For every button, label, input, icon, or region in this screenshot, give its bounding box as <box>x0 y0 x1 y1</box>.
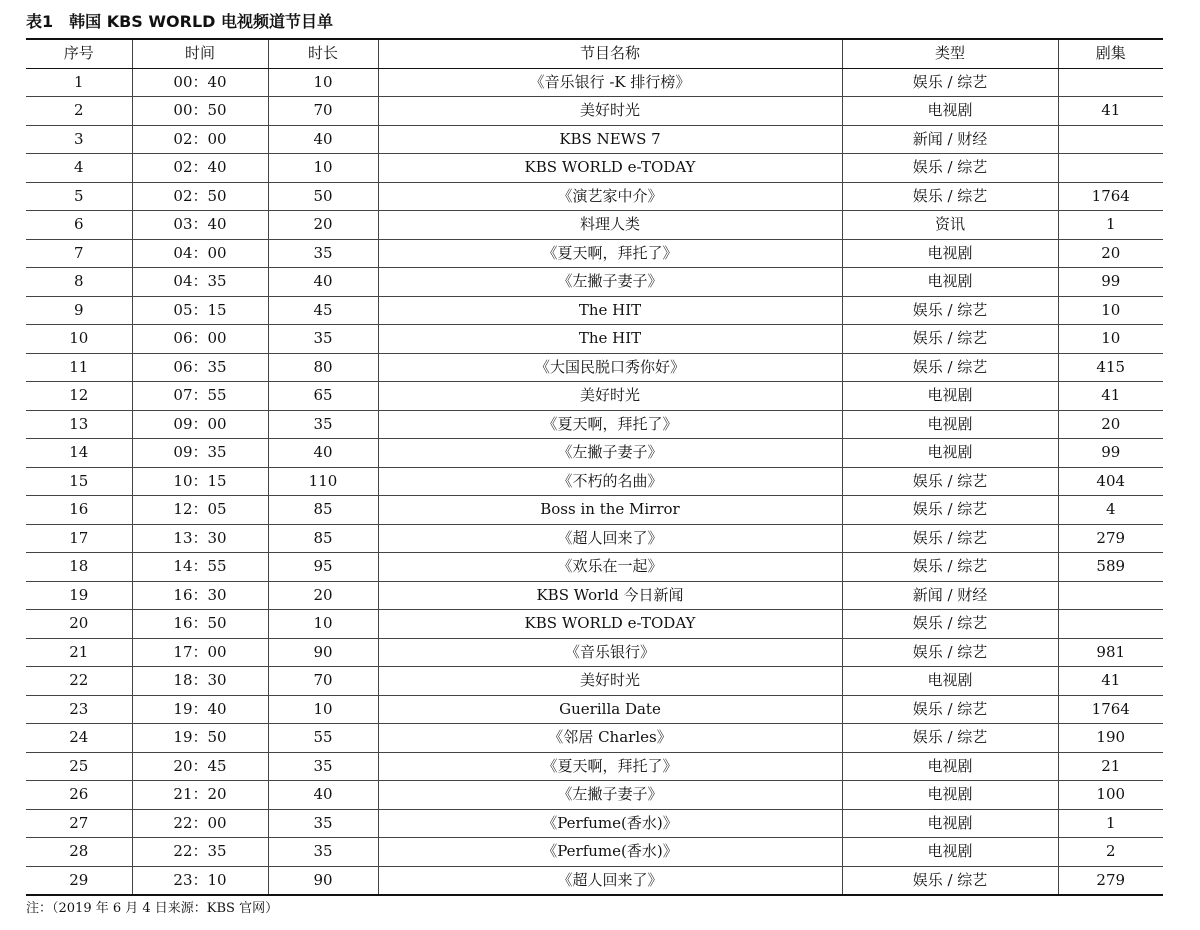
table-row <box>26 752 1163 781</box>
episodes-cell: 99 <box>1058 439 1163 468</box>
program-name-cell: 《左撇子妻子》 <box>378 781 842 810</box>
program-name-cell: 《Perfume(香水)》 <box>378 838 842 867</box>
program-name-cell: 《左撇子妻子》 <box>378 268 842 297</box>
column-header-duration: 时长 <box>268 39 378 68</box>
type-cell: 电视剧 <box>842 809 1058 838</box>
episodes-cell: 589 <box>1058 553 1163 582</box>
episodes-cell: 20 <box>1058 239 1163 268</box>
program-name-cell: 《超人回来了》 <box>378 524 842 553</box>
program-name-cell: 《Perfume(香水)》 <box>378 809 842 838</box>
duration-cell: 55 <box>268 724 378 753</box>
episodes-cell: 1 <box>1058 211 1163 240</box>
column-header-time: 时间 <box>132 39 268 68</box>
program-name-cell: Boss in the Mirror <box>378 496 842 525</box>
program-name-cell: 美好时光 <box>378 667 842 696</box>
index-cell: 27 <box>26 809 132 838</box>
episodes-cell: 99 <box>1058 268 1163 297</box>
program-name-cell: 《音乐银行》 <box>378 638 842 667</box>
episodes-cell: 100 <box>1058 781 1163 810</box>
program-name-cell: 《夏天啊，拜托了》 <box>378 410 842 439</box>
duration-cell: 35 <box>268 752 378 781</box>
index-cell: 3 <box>26 125 132 154</box>
index-cell: 1 <box>26 68 132 97</box>
episodes-cell: 41 <box>1058 382 1163 411</box>
program-name-cell: Guerilla Date <box>378 695 842 724</box>
type-cell: 娱乐 / 综艺 <box>842 695 1058 724</box>
episodes-cell <box>1058 68 1163 97</box>
episodes-cell: 415 <box>1058 353 1163 382</box>
time-cell: 19：50 <box>132 724 268 753</box>
episodes-cell: 1764 <box>1058 695 1163 724</box>
index-cell: 21 <box>26 638 132 667</box>
time-cell: 09：00 <box>132 410 268 439</box>
table-row <box>26 268 1163 297</box>
table-number: 表1 <box>26 12 54 31</box>
time-cell: 03：40 <box>132 211 268 240</box>
duration-cell: 35 <box>268 838 378 867</box>
table-row <box>26 182 1163 211</box>
time-cell: 06：00 <box>132 325 268 354</box>
program-name-cell: 料理人类 <box>378 211 842 240</box>
duration-cell: 10 <box>268 695 378 724</box>
time-cell: 09：35 <box>132 439 268 468</box>
duration-cell: 45 <box>268 296 378 325</box>
program-name-cell: KBS World 今日新闻 <box>378 581 842 610</box>
episodes-cell: 4 <box>1058 496 1163 525</box>
time-cell: 18：30 <box>132 667 268 696</box>
time-cell: 02：00 <box>132 125 268 154</box>
index-cell: 12 <box>26 382 132 411</box>
index-cell: 17 <box>26 524 132 553</box>
index-cell: 20 <box>26 610 132 639</box>
index-cell: 22 <box>26 667 132 696</box>
type-cell: 娱乐 / 综艺 <box>842 610 1058 639</box>
duration-cell: 10 <box>268 154 378 183</box>
table-row <box>26 496 1163 525</box>
episodes-cell: 21 <box>1058 752 1163 781</box>
duration-cell: 10 <box>268 68 378 97</box>
table-row <box>26 695 1163 724</box>
episodes-cell: 20 <box>1058 410 1163 439</box>
episodes-cell: 981 <box>1058 638 1163 667</box>
table-row <box>26 524 1163 553</box>
program-name-cell: 《左撇子妻子》 <box>378 439 842 468</box>
duration-cell: 40 <box>268 125 378 154</box>
table-row <box>26 239 1163 268</box>
time-cell: 06：35 <box>132 353 268 382</box>
program-name-cell: KBS WORLD e-TODAY <box>378 610 842 639</box>
table-row <box>26 638 1163 667</box>
type-cell: 娱乐 / 综艺 <box>842 524 1058 553</box>
table-caption <box>26 10 333 34</box>
type-cell: 娱乐 / 综艺 <box>842 866 1058 895</box>
time-cell: 22：35 <box>132 838 268 867</box>
duration-cell: 70 <box>268 97 378 126</box>
episodes-cell: 190 <box>1058 724 1163 753</box>
time-cell: 16：50 <box>132 610 268 639</box>
index-cell: 5 <box>26 182 132 211</box>
duration-cell: 40 <box>268 439 378 468</box>
type-cell: 电视剧 <box>842 410 1058 439</box>
type-cell: 电视剧 <box>842 781 1058 810</box>
time-cell: 12：05 <box>132 496 268 525</box>
index-cell: 9 <box>26 296 132 325</box>
time-cell: 19：40 <box>132 695 268 724</box>
program-name-cell: 《夏天啊，拜托了》 <box>378 239 842 268</box>
type-cell: 娱乐 / 综艺 <box>842 724 1058 753</box>
index-cell: 4 <box>26 154 132 183</box>
duration-cell: 20 <box>268 581 378 610</box>
duration-cell: 110 <box>268 467 378 496</box>
episodes-cell: 41 <box>1058 667 1163 696</box>
episodes-cell: 10 <box>1058 325 1163 354</box>
time-cell: 16：30 <box>132 581 268 610</box>
type-cell: 新闻 / 财经 <box>842 581 1058 610</box>
duration-cell: 90 <box>268 866 378 895</box>
column-header-episodes: 剧集 <box>1058 39 1163 68</box>
program-name-cell: 《不朽的名曲》 <box>378 467 842 496</box>
table-row <box>26 439 1163 468</box>
table-row <box>26 610 1163 639</box>
time-cell: 00：50 <box>132 97 268 126</box>
program-name-cell: The HIT <box>378 325 842 354</box>
table-row <box>26 410 1163 439</box>
program-name-cell: KBS WORLD e-TODAY <box>378 154 842 183</box>
table-row <box>26 68 1163 97</box>
episodes-cell <box>1058 610 1163 639</box>
duration-cell: 50 <box>268 182 378 211</box>
table-row <box>26 724 1163 753</box>
index-cell: 19 <box>26 581 132 610</box>
type-cell: 娱乐 / 综艺 <box>842 154 1058 183</box>
program-name-cell: 《音乐银行 -K 排行榜》 <box>378 68 842 97</box>
time-cell: 04：00 <box>132 239 268 268</box>
index-cell: 15 <box>26 467 132 496</box>
type-cell: 电视剧 <box>842 752 1058 781</box>
time-cell: 20：45 <box>132 752 268 781</box>
episodes-cell: 279 <box>1058 866 1163 895</box>
time-cell: 23：10 <box>132 866 268 895</box>
source-note: 注：（2019 年 6 月 4 日来源：KBS 官网） <box>26 901 279 916</box>
table-row <box>26 553 1163 582</box>
time-cell: 10：15 <box>132 467 268 496</box>
type-cell: 资讯 <box>842 211 1058 240</box>
index-cell: 25 <box>26 752 132 781</box>
index-cell: 10 <box>26 325 132 354</box>
duration-cell: 35 <box>268 325 378 354</box>
table-row <box>26 838 1163 867</box>
type-cell: 电视剧 <box>842 268 1058 297</box>
table-row <box>26 154 1163 183</box>
time-cell: 07：55 <box>132 382 268 411</box>
time-cell: 22：00 <box>132 809 268 838</box>
type-cell: 娱乐 / 综艺 <box>842 467 1058 496</box>
header-row <box>26 39 1163 68</box>
table-row <box>26 125 1163 154</box>
index-cell: 11 <box>26 353 132 382</box>
time-cell: 21：20 <box>132 781 268 810</box>
duration-cell: 35 <box>268 809 378 838</box>
type-cell: 电视剧 <box>842 239 1058 268</box>
table-row <box>26 325 1163 354</box>
duration-cell: 95 <box>268 553 378 582</box>
duration-cell: 35 <box>268 410 378 439</box>
time-cell: 00：40 <box>132 68 268 97</box>
schedule-body <box>26 68 1163 895</box>
episodes-cell: 10 <box>1058 296 1163 325</box>
schedule-table <box>26 38 1163 896</box>
table-row <box>26 211 1163 240</box>
type-cell: 娱乐 / 综艺 <box>842 182 1058 211</box>
type-cell: 娱乐 / 综艺 <box>842 496 1058 525</box>
program-name-cell: 《欢乐在一起》 <box>378 553 842 582</box>
duration-cell: 70 <box>268 667 378 696</box>
program-name-cell: The HIT <box>378 296 842 325</box>
duration-cell: 90 <box>268 638 378 667</box>
index-cell: 6 <box>26 211 132 240</box>
duration-cell: 85 <box>268 524 378 553</box>
type-cell: 娱乐 / 综艺 <box>842 325 1058 354</box>
table-row <box>26 467 1163 496</box>
type-cell: 娱乐 / 综艺 <box>842 638 1058 667</box>
duration-cell: 65 <box>268 382 378 411</box>
program-name-cell: 《大国民脱口秀你好》 <box>378 353 842 382</box>
time-cell: 14：55 <box>132 553 268 582</box>
type-cell: 电视剧 <box>842 838 1058 867</box>
duration-cell: 80 <box>268 353 378 382</box>
time-cell: 04：35 <box>132 268 268 297</box>
duration-cell: 20 <box>268 211 378 240</box>
table-row <box>26 97 1163 126</box>
index-cell: 7 <box>26 239 132 268</box>
index-cell: 2 <box>26 97 132 126</box>
column-header-type: 类型 <box>842 39 1058 68</box>
time-cell: 13：30 <box>132 524 268 553</box>
index-cell: 23 <box>26 695 132 724</box>
duration-cell: 40 <box>268 781 378 810</box>
episodes-cell: 1 <box>1058 809 1163 838</box>
index-cell: 24 <box>26 724 132 753</box>
type-cell: 娱乐 / 综艺 <box>842 296 1058 325</box>
table-row <box>26 809 1163 838</box>
type-cell: 电视剧 <box>842 667 1058 696</box>
episodes-cell <box>1058 125 1163 154</box>
episodes-cell <box>1058 581 1163 610</box>
table-row <box>26 866 1163 895</box>
table-row <box>26 382 1163 411</box>
column-header-program-name: 节目名称 <box>378 39 842 68</box>
time-cell: 05：15 <box>132 296 268 325</box>
type-cell: 娱乐 / 综艺 <box>842 68 1058 97</box>
program-name-cell: 美好时光 <box>378 382 842 411</box>
time-cell: 02：50 <box>132 182 268 211</box>
time-cell: 17：00 <box>132 638 268 667</box>
type-cell: 娱乐 / 综艺 <box>842 553 1058 582</box>
index-cell: 29 <box>69 870 89 889</box>
episodes-cell: 41 <box>1058 97 1163 126</box>
type-cell: 电视剧 <box>842 382 1058 411</box>
episodes-cell: 1764 <box>1058 182 1163 211</box>
index-cell: 16 <box>26 496 132 525</box>
episodes-cell: 404 <box>1058 467 1163 496</box>
index-cell: 18 <box>26 553 132 582</box>
program-name-cell: 美好时光 <box>378 97 842 126</box>
episodes-cell <box>1058 154 1163 183</box>
type-cell: 娱乐 / 综艺 <box>842 353 1058 382</box>
table-row <box>26 581 1163 610</box>
program-name-cell: KBS NEWS 7 <box>378 125 842 154</box>
index-cell: 26 <box>26 781 132 810</box>
table-row <box>26 296 1163 325</box>
program-name-cell: 《夏天啊，拜托了》 <box>378 752 842 781</box>
table-row <box>26 667 1163 696</box>
duration-cell: 10 <box>268 610 378 639</box>
episodes-cell: 279 <box>1058 524 1163 553</box>
duration-cell: 40 <box>268 268 378 297</box>
index-cell: 13 <box>26 410 132 439</box>
type-cell: 电视剧 <box>842 439 1058 468</box>
column-header-index: 序号 <box>26 39 132 68</box>
duration-cell: 85 <box>268 496 378 525</box>
index-cell: 28 <box>26 838 132 867</box>
type-cell: 新闻 / 财经 <box>842 125 1058 154</box>
index-cell: 14 <box>26 439 132 468</box>
program-name-cell: 《邻居 Charles》 <box>378 724 842 753</box>
program-name-cell: 《超人回来了》 <box>378 866 842 895</box>
table-row <box>26 353 1163 382</box>
episodes-cell: 2 <box>1058 838 1163 867</box>
duration-cell: 35 <box>268 239 378 268</box>
table-row <box>26 781 1163 810</box>
index-cell: 8 <box>26 268 132 297</box>
type-cell: 电视剧 <box>842 97 1058 126</box>
time-cell: 02：40 <box>132 154 268 183</box>
program-name-cell: 《演艺家中介》 <box>378 182 842 211</box>
table-title: 韩国 KBS WORLD 电视频道节目单 <box>69 12 334 31</box>
